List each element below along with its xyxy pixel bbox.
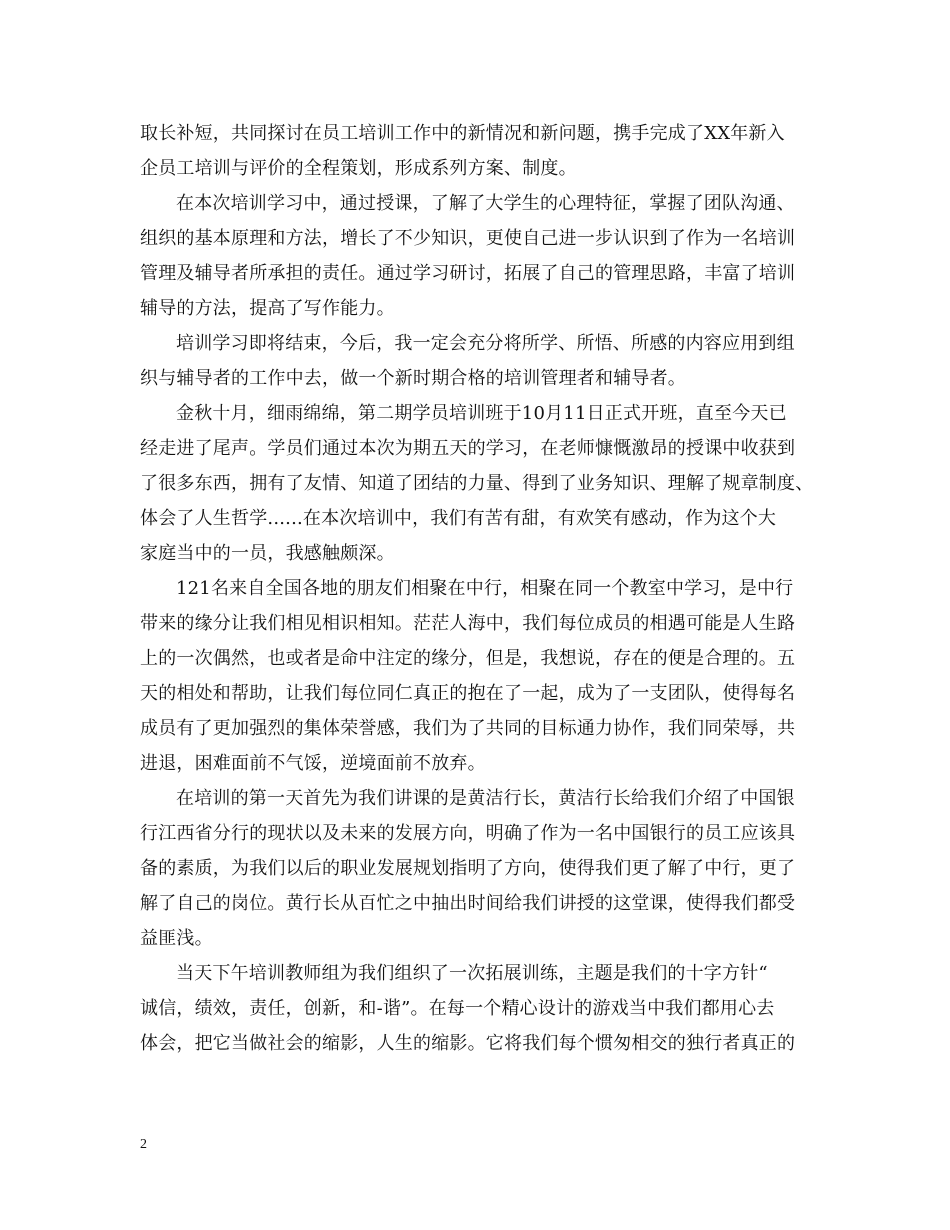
text-line: 带来的缘分让我们相见相识相知。茫茫人海中，我们每位成员的相遇可能是人生路 — [140, 613, 796, 634]
text-line: 解了自己的岗位。黄行长从百忙之中抽出时间给我们讲授的这堂课，使得我们都受 — [140, 893, 796, 914]
text-line: 诚信，绩效，责任，创新，和-谐”。在每一个精心设计的游戏当中我们都用心去 — [140, 998, 775, 1019]
text-line: 体会，把它当做社会的缩影，人生的缩影。它将我们每个惯匆相交的独行者真正的 — [140, 1033, 796, 1054]
page-number: 2 — [140, 1137, 147, 1152]
text-line: 取长补短，共同探讨在员工培训工作中的新情况和新问题，携手完成了XX年新入 — [140, 123, 785, 144]
text-line: 管理及辅导者所承担的责任。通过学习研讨，拓展了自己的管理思路，丰富了培训 — [140, 263, 796, 284]
text-line: 进退，困难面前不气馁，逆境面前不放弃。 — [140, 753, 486, 774]
text-line: 益匪浅。 — [140, 928, 213, 949]
text-line: 备的素质，为我们以后的职业发展规划指明了方向，使得我们更了解了中行，更了 — [140, 858, 796, 879]
text-line: 辅导的方法，提高了写作能力。 — [140, 298, 395, 319]
text-line: 121名来自全国各地的朋友们相聚在中行，相聚在同一个教室中学习，是中行 — [176, 578, 794, 599]
text-line: 企员工培训与评价的全程策划，形成系列方案、制度。 — [140, 158, 577, 179]
text-line: 组织的基本原理和方法，增长了不少知识，更使自己进一步认识到了作为一名培训 — [140, 228, 796, 249]
document-body — [140, 116, 830, 1061]
text-line: 织与辅导者的工作中去，做一个新时期合格的培训管理者和辅导者。 — [140, 368, 686, 389]
text-line: 体会了人生哲学......在本次培训中，我们有苦有甜，有欢笑有感动，作为这个大 — [140, 508, 777, 529]
text-line: 行江西省分行的现状以及未来的发展方向，明确了作为一名中国银行的员工应该具 — [140, 823, 796, 844]
text-line: 当天下午培训教师组为我们组织了一次拓展训练，主题是我们的十字方针“ — [176, 963, 768, 984]
text-line: 在本次培训学习中，通过授课，了解了大学生的心理特征，掌握了团队沟通、 — [176, 193, 795, 214]
text-line: 上的一次偶然，也或者是命中注定的缘分，但是，我想说，存在的便是合理的。五 — [140, 648, 796, 669]
text-line: 在培训的第一天首先为我们讲课的是黄洁行长，黄洁行长给我们介绍了中国银 — [176, 788, 795, 809]
text-line: 培训学习即将结束，今后，我一定会充分将所学、所悟、所感的内容应用到组 — [176, 333, 795, 354]
text-line: 金秋十月，细雨绵绵，第二期学员培训班于10月11日正式开班，直至今天已 — [176, 403, 787, 424]
text-line: 天的相处和帮助，让我们每位同仁真正的抱在了一起，成为了一支团队，使得每名 — [140, 683, 796, 704]
text-line: 成员有了更加强烈的集体荣誉感，我们为了共同的目标通力协作，我们同荣辱，共 — [140, 718, 796, 739]
text-line: 经走进了尾声。学员们通过本次为期五天的学习，在老师慷慨激昂的授课中收获到 — [140, 438, 796, 459]
text-line: 家庭当中的一员，我感触颇深。 — [140, 543, 395, 564]
text-line: 了很多东西，拥有了友情、知道了团结的力量、得到了业务知识、理解了规章制度、 — [140, 473, 814, 494]
